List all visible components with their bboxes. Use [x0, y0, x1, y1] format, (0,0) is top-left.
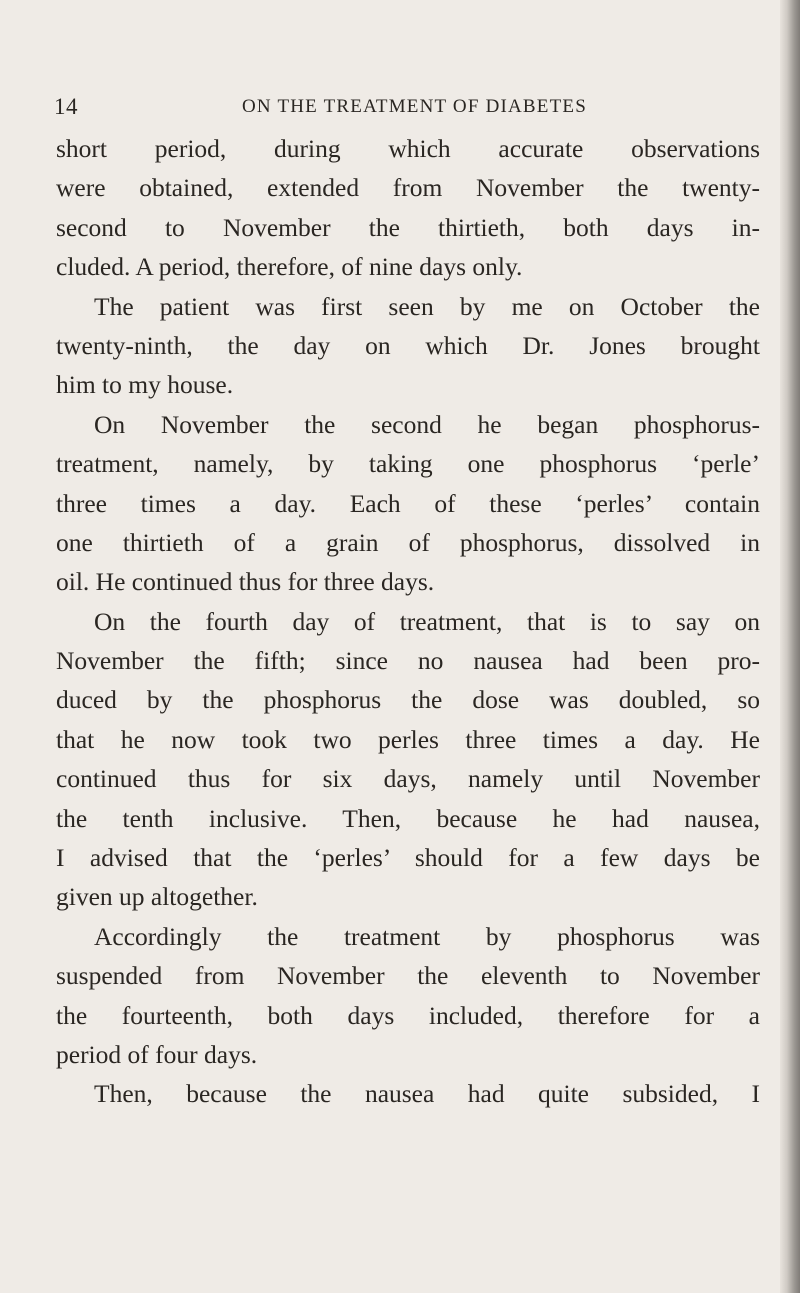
text-line: Then, because the nausea had quite subsided, I: [94, 1079, 760, 1109]
text-line: On November the second he began phosphorus-: [94, 409, 760, 439]
text-line: short period, during which accurate observations: [56, 134, 760, 163]
text-line: November the fifth; since no nausea had been pro-: [56, 646, 760, 676]
text-line: three times a day. Each of these ‘perles’ contain: [56, 488, 760, 518]
page-edge-shadow: [780, 0, 800, 1293]
text-line: On the fourth day of treatment, that is to say on: [94, 606, 760, 636]
body-text: [56, 129, 760, 1114]
text-line: duced by the phosphorus the dose was doubled, so: [56, 685, 760, 715]
text-line: continued thus for six days, namely until November: [56, 764, 760, 794]
text-line: the tenth inclusive. Then, because he had nausea,: [56, 803, 760, 833]
text-line: second to November the thirtieth, both days in-: [56, 212, 760, 242]
text-line: I advised that the ‘perles’ should for a few days be: [56, 843, 760, 873]
text-line: the fourteenth, both days included, therefore for a: [56, 1000, 760, 1030]
text-line: treatment, namely, by taking one phosphorus ‘perle’: [56, 449, 760, 479]
text-line: that he now took two perles three times a day. He: [56, 724, 760, 754]
running-head-title: ON THE TREATMENT OF DIABETES: [242, 96, 587, 117]
text-line: suspended from November the eleventh to November: [56, 961, 760, 991]
text-line: were obtained, extended from November the twenty-: [56, 173, 760, 203]
text-line: Accordingly the treatment by phosphorus was: [94, 921, 760, 951]
text-line: period of four days.: [56, 1039, 258, 1069]
text-line: oil. He continued thus for three days.: [56, 567, 435, 597]
text-line: The patient was first seen by me on October the: [94, 291, 760, 321]
running-head: [54, 92, 754, 122]
text-line: him to my house.: [56, 370, 234, 400]
text-line: one thirtieth of a grain of phosphorus, dissolved in: [56, 527, 760, 557]
text-line: twenty-ninth, the day on which Dr. Jones brought: [56, 330, 760, 360]
text-line: cluded. A period, therefore, of nine days only.: [56, 252, 523, 282]
text-line: given up altogether.: [56, 882, 258, 912]
page-number: 14: [54, 94, 78, 119]
